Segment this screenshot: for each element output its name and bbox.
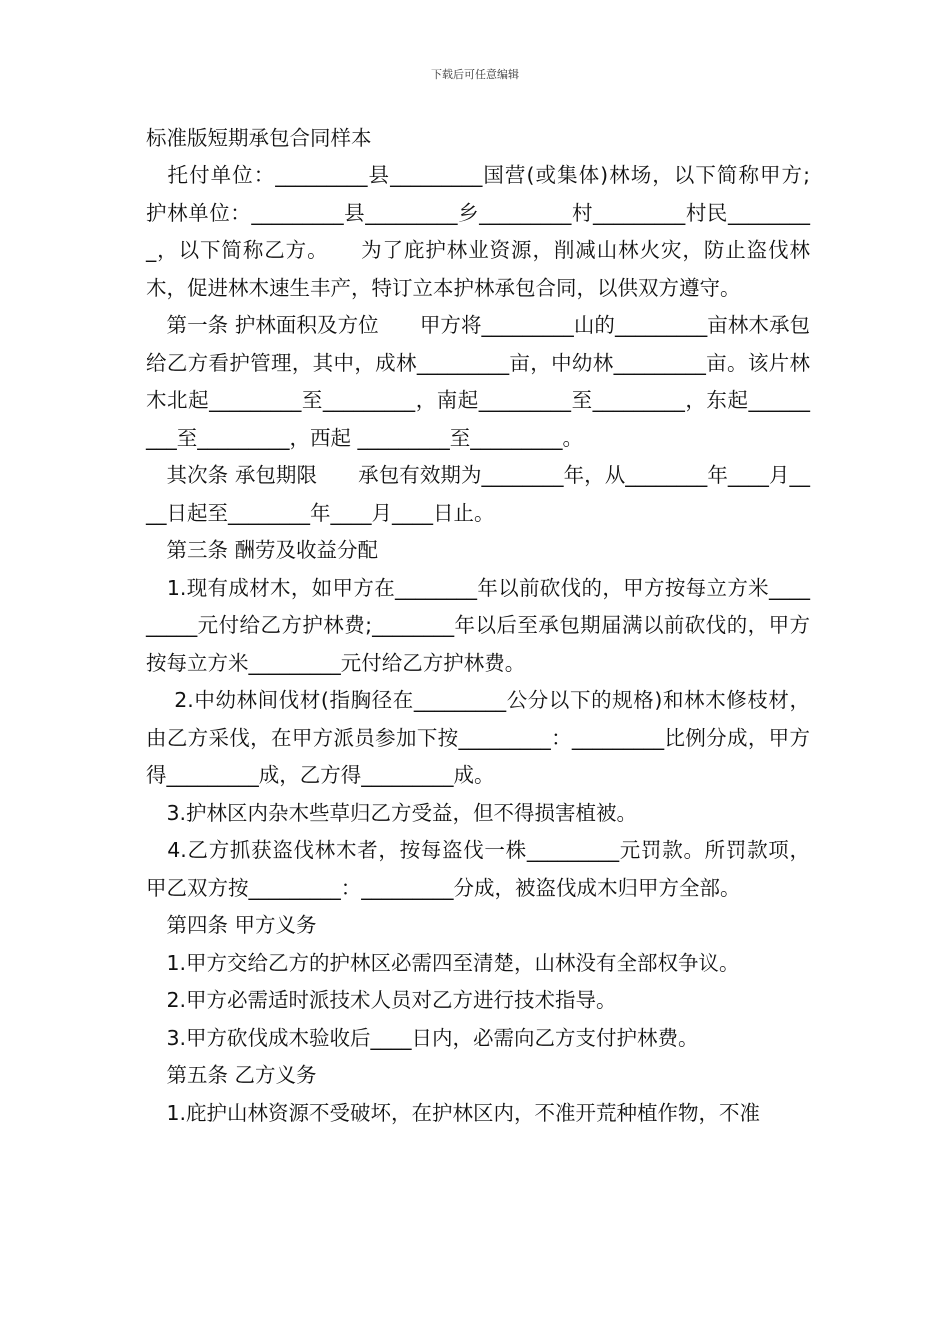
paragraph-article-4-item-1: 1.甲方交给乙方的护林区必需四至清楚，山林没有全部权争议。 <box>146 950 740 975</box>
paragraph-article-3-item-3: 3.护林区内杂木些草归乙方受益，但不得损害植被。 <box>146 800 638 825</box>
paragraph-parties: 托付单位：_________县_________国营(或集体)林场，以下简称甲方; 护林单位：_________县_________乡_________村_________村民_________，以下简称乙方。 为了庇护林业资源，削减山林火灾，防止盗伐林木，促进林木速生丰产，特订立本护林承包合同，以供双方遵守。 <box>146 163 851 300</box>
heading-article-5: 第五条 乙方义务 <box>146 1063 317 1087</box>
paragraph-article-3-item-2: 2.中幼林间伐材(指胸径在_________公分以下的规格)和林木修枝材，由乙方采伐，在甲方派员参加下按_________：_________比例分成，甲方得_________成，乙方得_________成。 <box>146 688 810 787</box>
paragraph-article-5-item-1: 1.庇护山林资源不受破坏，在护林区内，不准开荒种植作物，不准 <box>146 1100 761 1125</box>
paragraph-article-3-item-4: 4.乙方抓获盗伐林木者，按每盗伐一株_________元罚款。所罚款项，甲乙双方按_________：_________分成，被盗伐成木归甲方全部。 <box>146 838 810 900</box>
paragraph-article-4-item-2: 2.甲方必需适时派技术人员对乙方进行技术指导。 <box>146 988 617 1012</box>
paragraph-article-2: 其次条 承包期限 承包有效期为________年，从________年____月____日起至________年____月____日止。 <box>146 463 810 525</box>
heading-article-4: 第四条 甲方义务 <box>146 913 317 937</box>
paragraph-article-1: 第一条 护林面积及方位 甲方将_________山的_________亩林木承包给乙方看护管理，其中，成林_________亩，中幼林_________亩。该片林木北起_________至_________，南起_________至_________，东起_________至_________，西起 _________至_________。 <box>146 313 810 450</box>
page-header: 下载后可任意编辑 <box>431 68 519 81</box>
document-body <box>146 120 851 1132</box>
paragraph-article-4-item-3: 3.甲方砍伐成木验收后____日内，必需向乙方支付护林费。 <box>146 1025 699 1050</box>
paragraph-article-3-item-1: 1.现有成材木，如甲方在________年以前砍伐的，甲方按每立方米_________元付给乙方护林费;________年以后至承包期届满以前砍伐的，甲方按每立方米_________元付给乙方护林费。 <box>146 575 810 675</box>
heading-article-3: 第三条 酬劳及收益分配 <box>146 538 379 562</box>
document-title: 标准版短期承包合同样本 <box>146 126 372 150</box>
